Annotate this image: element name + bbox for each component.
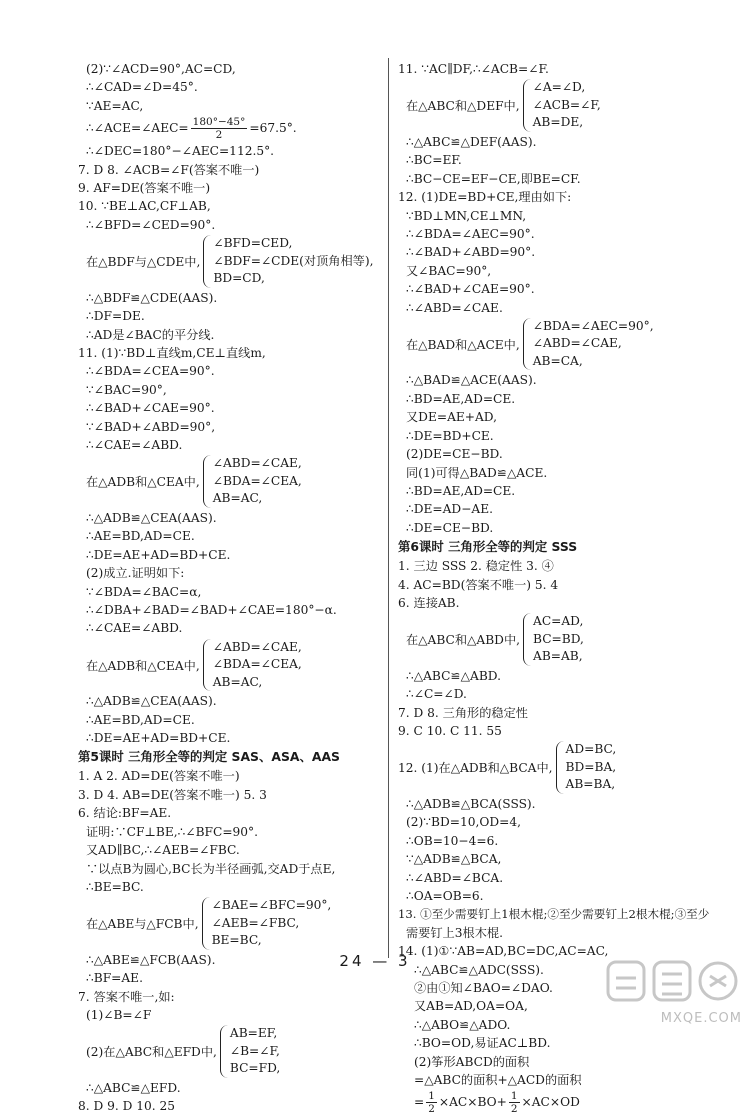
- brace-items: [213, 235, 373, 288]
- text-line: ∵∠BAC=90°,: [86, 382, 167, 397]
- brace-system: [398, 741, 718, 794]
- brace-item: ∠ACB=∠F,: [532, 97, 601, 112]
- text-line: ∴∠BAD+∠CAE=90°.: [406, 282, 535, 297]
- brace-item: AB=AC,: [212, 491, 263, 506]
- section-heading: 第6课时 三角形全等的判定 SSS: [398, 539, 578, 555]
- text-line: ∴AE=BD,AD=CE.: [86, 529, 195, 544]
- brace-system: [78, 1025, 378, 1078]
- text-line: ∴∠DEC=180°−∠AEC=112.5°.: [86, 144, 275, 159]
- brace-item: ∠BDA=∠CEA,: [212, 657, 302, 672]
- text-line: ∴△ABE≌△FCB(AAS).: [86, 952, 216, 967]
- brace-items: [230, 1025, 280, 1078]
- brace-item: AB=AB,: [533, 649, 583, 664]
- text-line: ∴△ABC≌△DEF(AAS).: [406, 134, 537, 149]
- brace-item: ∠BDA=∠AEC=90°,: [532, 318, 654, 333]
- brace-system: [398, 318, 718, 371]
- text-line: ∵以点B为圆心,BC长为半径画弧,交AD于点E,: [86, 861, 336, 876]
- text-line: ∴BD=AE,AD=CE.: [406, 391, 516, 406]
- brace-item: ∠B=∠F,: [229, 1043, 280, 1058]
- text-line: 6. 连接AB.: [398, 595, 460, 610]
- brace-lead: 在△ABE与△FCB中,: [86, 917, 199, 932]
- text-line: ∴BE=BC.: [86, 879, 144, 894]
- text-line: ∵∠BAD+∠ABD=90°,: [86, 419, 216, 434]
- text-line: 10. ∵BE⊥AC,CF⊥AB,: [78, 199, 211, 214]
- text-line: (2)DE=CE−BD.: [406, 447, 503, 462]
- text-line: 又AD∥BC,∴∠AEB=∠FBC.: [86, 843, 240, 858]
- text-part: ×AC×OD: [521, 1095, 580, 1110]
- brace-system: [78, 235, 378, 288]
- brace-icon: [203, 455, 211, 508]
- watermark-text: MXQE.COM: [660, 1011, 742, 1026]
- text-line: ∴∠ABD=∠CAE.: [406, 300, 503, 315]
- text-line: ∴△ADB≌△BCA(SSS).: [406, 796, 536, 811]
- column-divider: [388, 58, 389, 958]
- brace-lead: 在△ABC和△ABD中,: [406, 633, 521, 648]
- brace-icon: [203, 639, 211, 692]
- watermark-logo: [604, 956, 742, 1026]
- section-heading: 第5课时 三角形全等的判定 SAS、ASA、AAS: [78, 749, 340, 765]
- brace-item: AB=AC,: [212, 674, 263, 689]
- brace-icon: [523, 318, 531, 371]
- text-line: 证明:∵CF⊥BE,∴∠BFC=90°.: [86, 824, 259, 839]
- brace-item: ∠AEB=∠FBC,: [211, 915, 300, 930]
- text-line: ∵BD⊥MN,CE⊥MN,: [406, 208, 527, 223]
- brace-icon: [523, 613, 531, 666]
- text-line: ∴DE=AE+AD=BD+CE.: [86, 547, 231, 562]
- brace-system: [398, 79, 718, 132]
- brace-lead: 在△ADB和△CEA中,: [86, 475, 200, 490]
- brace-system: [78, 897, 378, 950]
- text-line: (2)成立.证明如下:: [86, 566, 185, 581]
- text-line: (2)筝形ABCD的面积: [414, 1054, 530, 1069]
- numerator: 1: [510, 1090, 518, 1103]
- brace-item: ∠BAE=∠BFC=90°,: [211, 898, 332, 913]
- brace-lead: 在△BAD和△ACE中,: [406, 337, 520, 352]
- text-line: 13. ①至少需要钉上1根木棍;②至少需要钉上2根木棍;③至少: [398, 907, 710, 922]
- text-line: 12. (1)DE=BD+CE,理由如下:: [398, 190, 572, 205]
- text-line: ∵AE=AC,: [86, 98, 144, 113]
- text-line: ∴BO=OD,易证AC⊥BD.: [414, 1036, 551, 1051]
- text-line: 又∠BAC=90°,: [406, 263, 492, 278]
- brace-item: ∠A=∠D,: [532, 80, 586, 95]
- brace-item: AB=CA,: [532, 353, 583, 368]
- fraction: [426, 1090, 437, 1115]
- text-line: ∴△ADB≌△CEA(AAS).: [86, 510, 217, 525]
- brace-item: AB=BA,: [565, 777, 616, 792]
- fraction: [191, 116, 248, 141]
- text-line: (2)∵BD=10,OD=4,: [406, 815, 521, 830]
- text-line: ∴DF=DE.: [86, 309, 145, 324]
- text-line: ∴DE=AD−AE.: [406, 502, 493, 517]
- text-line: ∴△BAD≌△ACE(AAS).: [406, 373, 537, 388]
- text-line: ∴△ABC≌△ADC(SSS).: [414, 962, 544, 977]
- text-line: ∴∠BAD+∠CAE=90°.: [86, 401, 215, 416]
- text-line: 1. A 2. AD=DE(答案不唯一): [78, 769, 240, 784]
- text-line: ∴∠BDA=∠CEA=90°.: [86, 364, 215, 379]
- brace-items: [533, 79, 601, 132]
- text-line: (1)∠B=∠F: [86, 1008, 152, 1023]
- text-line: ∴AE=BD,AD=CE.: [86, 712, 195, 727]
- text-line: ∴∠DBA+∠BAD=∠BAD+∠CAE=180°−α.: [86, 602, 337, 617]
- text-line: ∴∠C=∠D.: [406, 687, 467, 702]
- brace-items: [212, 897, 332, 950]
- numerator: 180°−45°: [192, 116, 246, 129]
- text-line: 11. ∵AC∥DF,∴∠ACB=∠F.: [398, 62, 549, 76]
- text-line: ∴OB=10−4=6.: [406, 833, 499, 848]
- brace-icon: [523, 79, 531, 132]
- text-line: ∴△ABC≌△ABD.: [406, 668, 501, 683]
- watermark-logo-icon: [604, 956, 742, 1008]
- text-part: =67.5°.: [249, 121, 297, 136]
- brace-icon: [203, 235, 211, 288]
- text-line: ∴BC=EF.: [406, 153, 462, 168]
- text-line: ∴BD=AE,AD=CE.: [406, 483, 516, 498]
- brace-item: BC=BD,: [533, 631, 584, 646]
- text-line: =△ABC的面积+△ACD的面积: [414, 1073, 582, 1088]
- text-line: ∴OA=OB=6.: [406, 889, 484, 903]
- text-line: 4. AC=BD(答案不唯一) 5. 4: [398, 577, 559, 592]
- brace-item: ∠ABD=∠CAE,: [212, 456, 302, 471]
- brace-lead: 在△ABC和△DEF中,: [406, 99, 520, 114]
- text-line: 8. D 9. D 10. 25: [78, 1099, 176, 1114]
- text-part: =: [414, 1095, 425, 1110]
- denominator: 2: [428, 1103, 435, 1116]
- brace-item: BE=BC,: [211, 933, 262, 948]
- brace-item: AC=AD,: [533, 614, 584, 629]
- brace-item: BD=CD,: [213, 271, 265, 286]
- text-line: ∴∠BFD=∠CED=90°.: [86, 217, 216, 232]
- text-line: ∴BF=AE.: [86, 971, 143, 986]
- text-line: ∴△ADB≌△CEA(AAS).: [86, 694, 217, 709]
- brace-item: ∠BDA=∠CEA,: [212, 473, 302, 488]
- brace-item: ∠BDF=∠CDE(对顶角相等),: [213, 253, 374, 268]
- text-line: 7. D 8. ∠ACB=∠F(答案不唯一): [78, 162, 260, 177]
- text-line: 11. (1)∵BD⊥直线m,CE⊥直线m,: [78, 345, 266, 360]
- text-line: 需要钉上3根木棍.: [406, 925, 503, 940]
- text-line: 14. (1)①∵AB=AD,BC=DC,AC=AC,: [398, 944, 609, 959]
- fraction: [509, 1090, 520, 1115]
- text-line: ∴DE=CE−BD.: [406, 520, 494, 535]
- text-line: ∴△BDF≌△CDE(AAS).: [86, 290, 218, 305]
- text-line: ②由①知∠BAO=∠DAO.: [414, 981, 553, 996]
- brace-icon: [202, 897, 210, 950]
- text-line: ∴∠BDA=∠AEC=90°.: [406, 226, 535, 241]
- text-line: 9. C 10. C 11. 55: [398, 724, 502, 739]
- denominator: 2: [215, 129, 223, 142]
- text-line: 又AB=AD,OA=OA,: [414, 999, 528, 1014]
- text-line: ∴∠CAE=∠ABD.: [86, 621, 183, 636]
- text-line: ∴∠BAD+∠ABD=90°.: [406, 245, 536, 260]
- brace-lead: 12. (1)在△ADB和△BCA中,: [398, 761, 553, 776]
- brace-icon: [220, 1025, 228, 1078]
- brace-lead: 在△ADB和△CEA中,: [86, 658, 200, 673]
- brace-items: [533, 613, 584, 666]
- text-line: ∴DE=BD+CE.: [406, 428, 494, 443]
- text-line: ∴BC−CE=EF−CE,即BE=CF.: [406, 171, 581, 186]
- brace-item: BD=BA,: [565, 759, 617, 774]
- text-line: ∴△ABO≌△ADO.: [414, 1017, 511, 1032]
- brace-items: [533, 318, 654, 371]
- text-line: ∴∠CAD=∠D=45°.: [86, 80, 198, 95]
- brace-item: BC=FD,: [229, 1061, 281, 1076]
- brace-item: ∠ABD=∠CAE,: [532, 336, 622, 351]
- brace-system: [398, 613, 718, 666]
- text-line: 又DE=AE+AD,: [406, 410, 497, 425]
- text-line: 6. 结论:BF=AE.: [78, 806, 172, 821]
- brace-lead: (2)在△ABC和△EFD中,: [86, 1045, 217, 1060]
- text-line: ∴DE=AE+AD=BD+CE.: [86, 731, 231, 746]
- brace-item: AB=DE,: [532, 115, 584, 130]
- text-line: 3. D 4. AB=DE(答案不唯一) 5. 3: [78, 787, 267, 802]
- text-line: 同(1)可得△BAD≌△ACE.: [406, 465, 548, 480]
- text-part: ×AC×BO+: [438, 1095, 507, 1110]
- brace-system: [78, 639, 378, 692]
- text-line: ∵△ADB≌△BCA,: [406, 852, 502, 867]
- text-line: 7. D 8. 三角形的稳定性: [398, 705, 528, 720]
- brace-items: [213, 639, 302, 692]
- text-line: 9. AF=DE(答案不唯一): [78, 181, 211, 196]
- text-line: ∴AD是∠BAC的平分线.: [86, 327, 215, 342]
- text-part: ∴∠ACE=∠AEC=: [86, 121, 189, 136]
- text-line: ∵∠BDA=∠BAC=α,: [86, 584, 202, 599]
- denominator: 2: [510, 1103, 518, 1116]
- fraction-line: [78, 115, 378, 142]
- numerator: 1: [428, 1090, 435, 1103]
- brace-lead: 在△BDF与△CDE中,: [86, 255, 201, 269]
- text-line: ∴∠CAE=∠ABD.: [86, 438, 183, 452]
- brace-item: AD=BC,: [565, 742, 617, 757]
- text-line: (2)∵∠ACD=90°,AC=CD,: [86, 62, 236, 76]
- brace-icon: [556, 741, 564, 794]
- brace-item: ∠ABD=∠CAE,: [212, 639, 302, 654]
- brace-items: [566, 741, 617, 794]
- text-line: ∴△ABC≌△EFD.: [86, 1080, 181, 1095]
- text-line: 7. 答案不唯一,如:: [78, 989, 175, 1004]
- fraction-line: [398, 1089, 718, 1116]
- brace-system: [78, 455, 378, 508]
- text-line: ∴∠ABD=∠BCA.: [406, 870, 504, 885]
- brace-item: ∠BFD=CED,: [213, 236, 293, 251]
- brace-item: AB=EF,: [229, 1026, 278, 1041]
- page-number: 24 — 3: [339, 952, 411, 970]
- text-line: 1. 三边 SSS 2. 稳定性 3. ④: [398, 559, 554, 574]
- brace-items: [213, 455, 302, 508]
